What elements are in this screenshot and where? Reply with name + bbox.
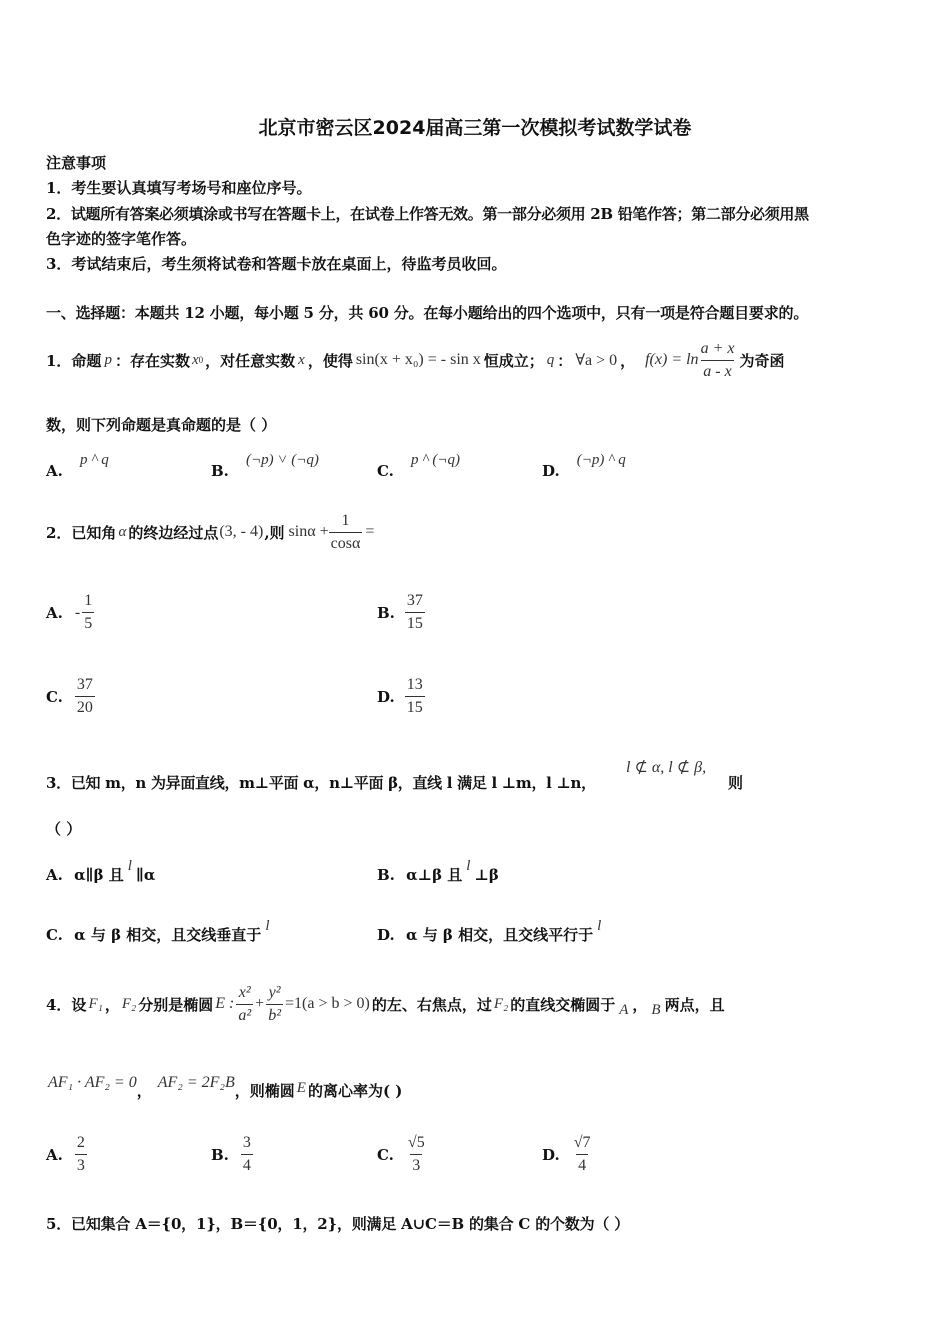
q3-option-b-label: B. (377, 866, 395, 884)
q1-fraction (699, 338, 737, 383)
q1-option-b-label: B. (211, 462, 229, 480)
q3-option-a-l: l (127, 858, 132, 874)
q1-option-d-label: D. (542, 462, 560, 480)
q1-p: p (104, 351, 112, 368)
q1-t6: ， (620, 351, 636, 370)
q4-x-den: a² (236, 1004, 253, 1027)
q1-t2: ，对任意实数 (205, 351, 296, 370)
q4-option-b-fraction (241, 1132, 253, 1177)
question-1 (46, 330, 784, 390)
page-title: 北京市密云区2024届高三第一次模拟考试数学试卷 (258, 117, 692, 139)
q4-t5: 两点，且 (664, 995, 725, 1014)
q3-option-a-label: A. (46, 866, 63, 884)
q1-option-b[interactable] (211, 449, 319, 480)
q1-t5: ： (557, 351, 573, 370)
q2-point: (3, - 4) (219, 523, 264, 540)
q4-e: E : (215, 995, 235, 1012)
q1-option-c-label: C. (377, 462, 394, 480)
q2-frac-den: cosα (329, 532, 363, 555)
q4-t2: 的左、右焦点，过 (371, 995, 492, 1014)
q2-option-b[interactable] (377, 590, 425, 635)
notice-heading: 注意事项 (46, 154, 107, 172)
q4-l2-tail: 的离心率为( ) (307, 1082, 403, 1100)
q1-equation: sin(x + x₀) = - sin x (355, 351, 481, 368)
q2-option-b-den: 15 (405, 612, 425, 635)
q2-option-d[interactable] (377, 674, 425, 719)
notice-item-3: 3．考试结束后，考生须将试卷和答题卡放在桌面上，待监考员收回。 (46, 255, 507, 273)
q4-x-num: x² (238, 983, 251, 1001)
q2-option-d-fraction (405, 674, 425, 719)
q4-f2: F₂ (121, 995, 137, 1012)
q4-sep: ， (104, 995, 120, 1014)
q2-option-a-den: 5 (82, 612, 94, 635)
q2-option-a-label: A. (46, 603, 63, 622)
q4-t1: 分别是椭圆 (138, 995, 214, 1014)
q1-prefix: 1．命题 (46, 351, 102, 370)
q2-option-a-fraction (82, 590, 94, 635)
q4-option-b[interactable] (211, 1132, 253, 1177)
q4-option-b-label: B. (211, 1145, 229, 1164)
q2-option-b-fraction (405, 590, 425, 635)
q4-f2b: F₂ (493, 995, 509, 1012)
q1-x0: x (191, 351, 199, 368)
q4-option-b-den: 4 (241, 1154, 253, 1177)
notice-item-2-cont: 色字迹的签字笔作答。 (46, 230, 197, 248)
q4-option-b-num: 3 (242, 1134, 251, 1151)
q4-option-a-fraction (75, 1132, 87, 1177)
q1-option-a-label: A. (46, 462, 63, 480)
q4-l2-e: E (296, 1080, 306, 1096)
q2-fraction (329, 510, 363, 555)
q1-x: x (298, 351, 305, 368)
q4-plus: + (255, 995, 265, 1012)
q1-q: q (546, 351, 555, 368)
q4-y-fraction (266, 982, 283, 1027)
q2-option-c-fraction (75, 674, 95, 719)
q2-option-c[interactable] (46, 674, 95, 719)
q2-option-c-label: C. (46, 687, 63, 706)
q2-option-b-label: B. (377, 603, 395, 622)
notice-item-2: 2．试题所有答案必须填涂或书写在答题卡上，在试卷上作答无效。第一部分必须用 2B 铅笔作答；第二部分必须用黑 (46, 205, 809, 223)
q1-option-b-expr: (¬p) ˅ (¬q) (246, 452, 319, 468)
q4-l2-condition-1: AF₁ · AF₂ = 0 (48, 1073, 137, 1091)
q3-option-b-l: l (466, 858, 471, 874)
q4-a: A (619, 1001, 629, 1018)
q3-condition: l ⊄ α, l ⊄ β, (626, 759, 707, 776)
q1-option-d-expr: (¬p) ^ q (576, 452, 626, 468)
q3-option-a-text: α∥β 且 (74, 866, 124, 884)
q4-option-a-label: A. (46, 1145, 63, 1164)
q1-t3: ，使得 (307, 351, 353, 370)
q3-then: 则 (728, 774, 744, 792)
q4-y-num: y² (268, 983, 281, 1001)
q3-option-c-l: l (265, 918, 270, 934)
q2-option-d-label: D. (377, 687, 395, 706)
q3-option-c[interactable] (46, 918, 270, 945)
q1-t4: 恒成立； (483, 351, 544, 370)
q1-t7: 为奇函 (739, 351, 785, 370)
q3-option-b-tail: ⊥β (474, 866, 499, 884)
q1-frac-num: a + x (700, 339, 735, 357)
q1-t1: ：存在实数 (114, 351, 190, 370)
q4-x-fraction (236, 982, 253, 1027)
q1-option-c-expr: p ^ (¬q) (411, 452, 460, 468)
question-5: 5．已知集合 A＝{0，1}，B＝{0，1，2}，则满足 A∪C＝B 的集合 C 的个数为（ ） (46, 1215, 630, 1233)
q4-option-d[interactable] (542, 1132, 592, 1177)
q4-option-c-fraction (406, 1132, 427, 1177)
q4-option-c-num: √5 (407, 1134, 425, 1151)
q4-option-d-num: √7 (573, 1134, 591, 1151)
q3-option-a[interactable] (46, 858, 156, 885)
question-3: 3．已知 m，n 为异面直线，m⊥平面 α，n⊥平面 β，直线 l 满足 l ⊥m，l ⊥n， (46, 774, 596, 792)
q2-option-c-num: 37 (76, 676, 93, 693)
q4-option-c[interactable] (377, 1132, 427, 1177)
q2-option-a[interactable] (46, 590, 94, 635)
question-4 (46, 972, 725, 1036)
q4-y-den: b² (266, 1004, 283, 1027)
q3-option-d-label: D. (377, 926, 395, 944)
notice-item-1: 1．考生要认真填写考场号和座位序号。 (46, 179, 312, 197)
q1-x0-sub: 0 (198, 355, 204, 365)
q4-option-a[interactable] (46, 1132, 87, 1177)
q1-option-a-expr: p ^ q (79, 452, 109, 468)
question-2 (46, 504, 374, 560)
q3-option-c-label: C. (46, 926, 63, 944)
q4-l2-text: ，则椭圆 (234, 1082, 295, 1100)
q3-option-b[interactable] (377, 858, 499, 885)
q3-option-a-tail: ∥α (135, 866, 156, 884)
q1-line2: 数，则下列命题是真命题的是（ ） (46, 416, 277, 434)
q2-t1: 的终边经过点 (128, 523, 219, 542)
q4-option-a-num: 2 (76, 1134, 85, 1151)
q4-l2-sep: ， (136, 1082, 152, 1100)
q4-t4: ， (632, 995, 648, 1014)
q1-option-a[interactable] (46, 449, 109, 480)
q2-option-d-num: 13 (406, 676, 423, 693)
q4-option-c-den: 3 (410, 1154, 422, 1177)
q4-option-d-den: 4 (576, 1154, 588, 1177)
q4-t3: 的直线交椭圆于 (510, 995, 616, 1014)
q2-t2: ,则 (264, 523, 285, 542)
q4-option-c-label: C. (377, 1145, 394, 1164)
q2-option-b-num: 37 (406, 592, 423, 609)
q3-option-d-text: α 与 β 相交，且交线平行于 (405, 926, 594, 944)
q3-option-b-text: α⊥β 且 (406, 866, 463, 884)
q3-line2: （ ） (46, 820, 82, 838)
q2-option-c-den: 20 (75, 696, 95, 719)
q3-option-d[interactable] (377, 918, 602, 945)
q1-option-d[interactable] (542, 449, 626, 480)
q2-frac-num: 1 (341, 511, 350, 529)
q4-option-d-label: D. (542, 1145, 560, 1164)
q4-line2 (48, 1072, 403, 1100)
q2-option-d-den: 15 (405, 696, 425, 719)
q2-sin: sinα + (288, 523, 329, 540)
q1-fx: f(x) = ln (645, 351, 699, 368)
q2-equals: = (365, 523, 375, 540)
q4-prefix: 4．设 (46, 995, 87, 1014)
section-heading: 一、选择题：本题共 12 小题，每小题 5 分，共 60 分。在每小题给出的四个选项中，只有一项是符合题目要求的。 (46, 304, 809, 322)
q4-rhs: =1(a > b > 0) (284, 995, 370, 1012)
q4-option-a-den: 3 (75, 1154, 87, 1177)
q4-option-d-fraction (572, 1132, 593, 1177)
q1-option-c[interactable] (377, 449, 460, 480)
q3-option-d-l: l (597, 918, 602, 934)
q2-alpha: α (118, 523, 127, 540)
q1-frac-den: a - x (701, 360, 733, 383)
q3-option-c-text: α 与 β 相交，且交线垂直于 (74, 926, 262, 944)
q4-b: B (651, 1001, 661, 1018)
q1-condition: ∀a > 0 (575, 352, 618, 369)
q2-option-a-num: 1 (84, 592, 93, 609)
q2-option-a-sign: - (74, 603, 81, 621)
q2-prefix: 2．已知角 (46, 523, 117, 542)
q4-l2-condition-2: AF₂ = 2F₂B (157, 1073, 235, 1091)
q4-f1: F₁ (88, 995, 103, 1012)
